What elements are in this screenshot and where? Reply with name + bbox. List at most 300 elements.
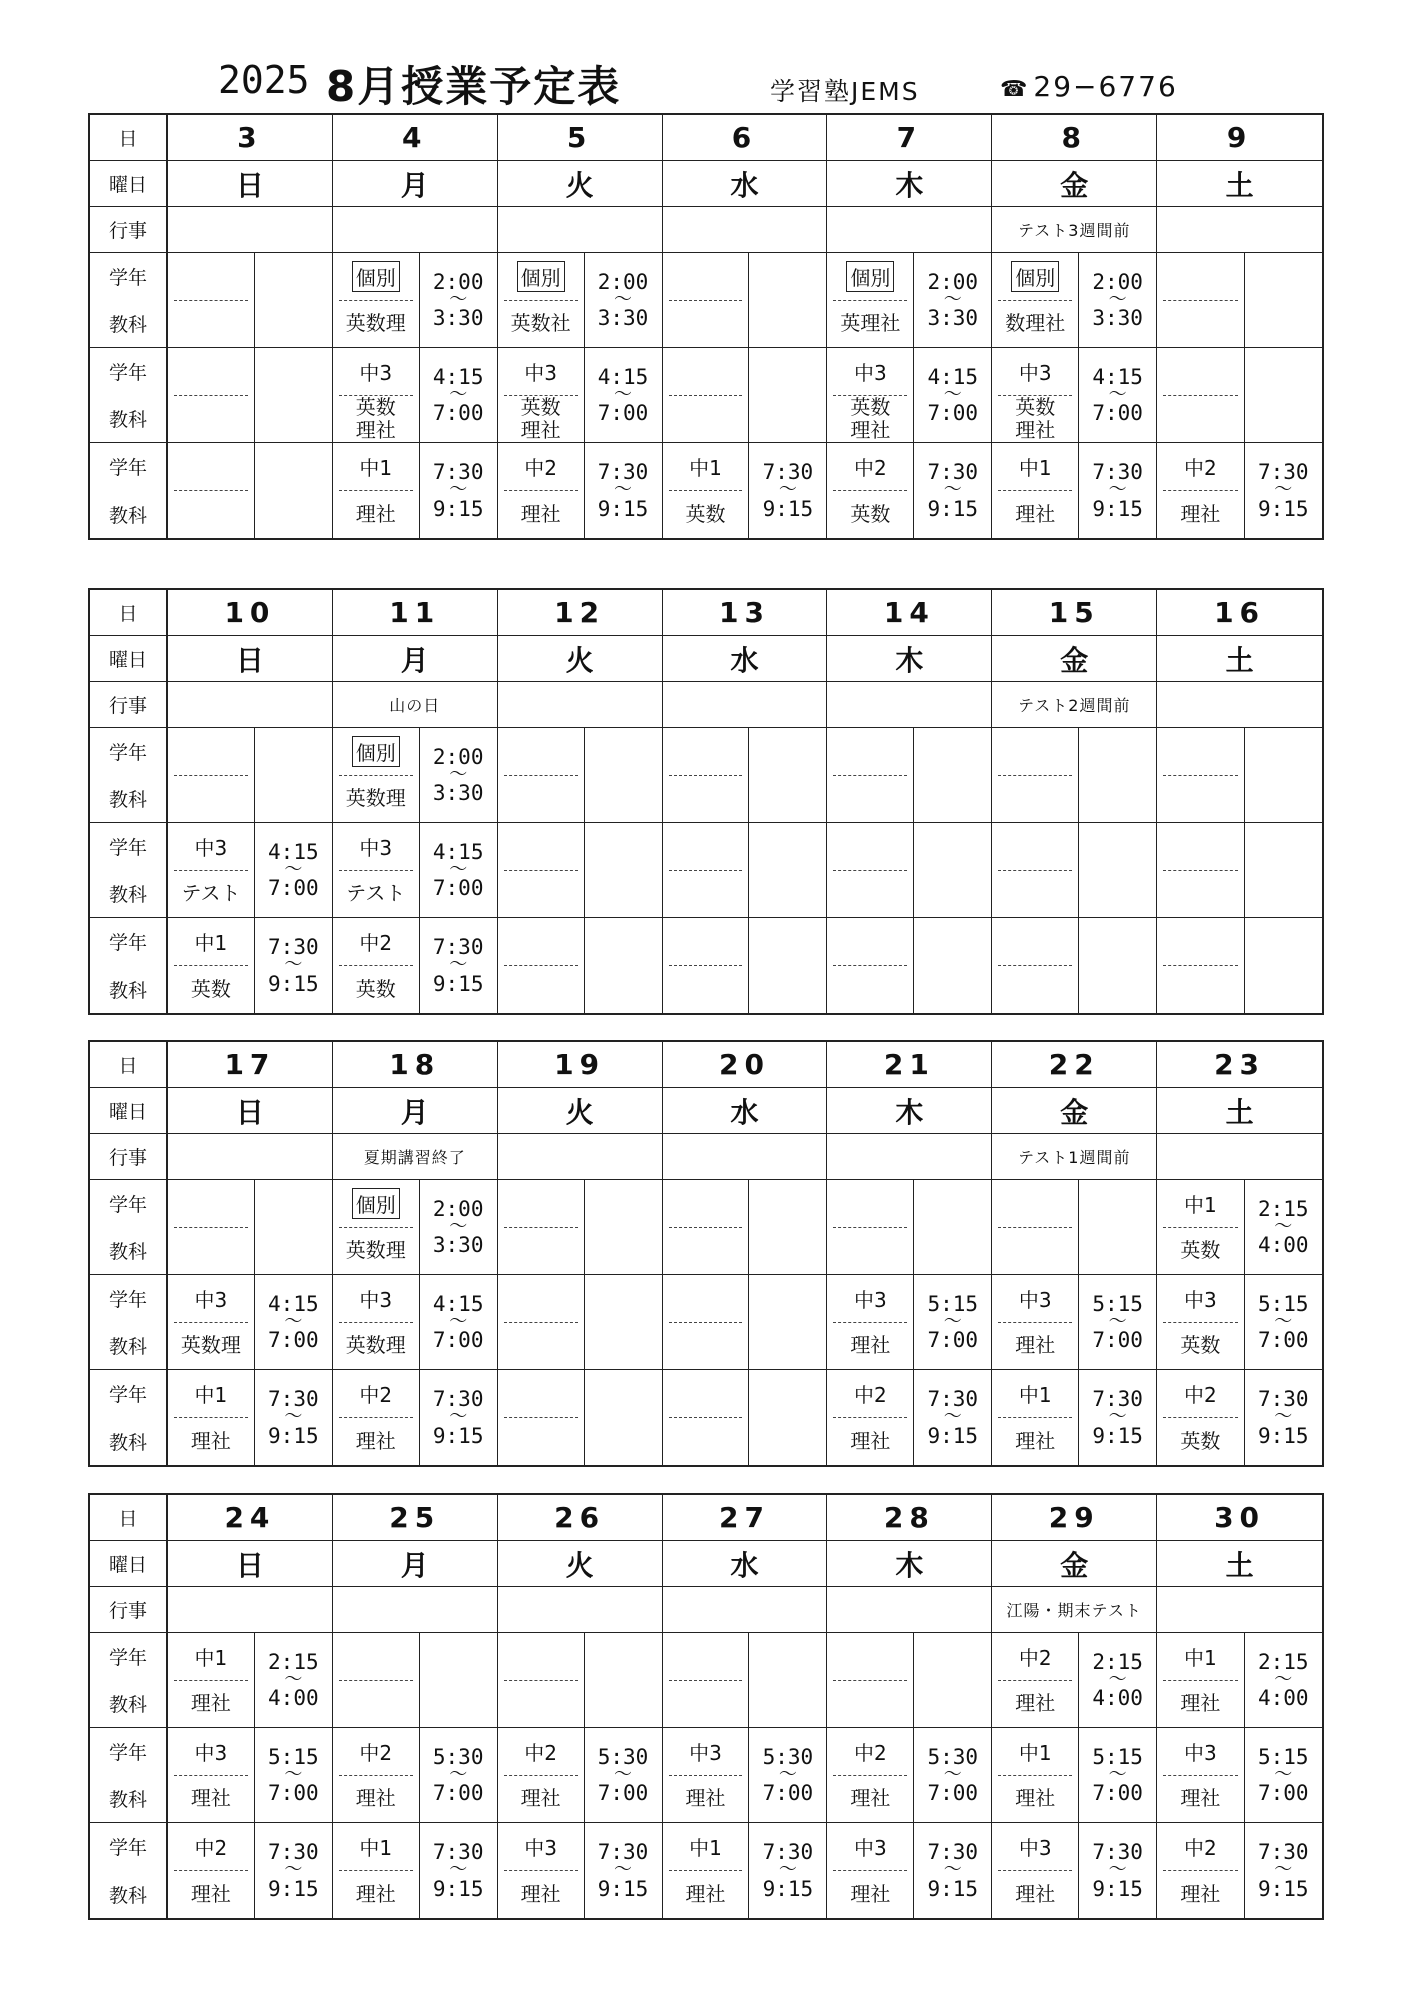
start-time: 7:30 xyxy=(927,1387,979,1412)
slot-subject xyxy=(663,1418,749,1465)
class-slot xyxy=(1157,918,1322,1013)
end-time: 4:00 xyxy=(1257,1686,1309,1711)
slot-subject xyxy=(992,1776,1078,1823)
slot-grade xyxy=(669,1275,743,1323)
day-weekday: 金 xyxy=(992,1088,1157,1134)
slot-grade xyxy=(833,443,907,491)
grade-label: 学年 xyxy=(108,1194,147,1216)
time-range-tilde: 〜 xyxy=(449,383,468,405)
start-time: 7:30 xyxy=(762,1840,814,1865)
grade-subject-label xyxy=(90,1275,168,1370)
slot-grade xyxy=(339,1633,413,1681)
slot-time xyxy=(749,348,826,442)
slot-time xyxy=(914,1823,991,1918)
start-time: 7:30 xyxy=(1257,460,1309,485)
class-slot xyxy=(827,1370,992,1465)
time-range-tilde: 〜 xyxy=(1108,383,1127,405)
end-time: 7:00 xyxy=(268,1328,319,1353)
slot-left xyxy=(992,253,1079,347)
slot-time xyxy=(255,253,332,347)
subject-text: テスト xyxy=(181,881,241,906)
class-slot xyxy=(498,253,663,348)
day-date: 13 xyxy=(663,590,828,636)
class-slot xyxy=(992,823,1157,918)
grade-text: 中1 xyxy=(359,456,393,480)
day-date: 8 xyxy=(992,115,1157,161)
grade-text: 中2 xyxy=(194,1836,228,1860)
slot-grade xyxy=(669,1180,743,1228)
class-slot xyxy=(168,253,333,348)
time-range-tilde: 〜 xyxy=(1108,288,1127,310)
start-time: 4:15 xyxy=(268,839,319,864)
slot-left xyxy=(168,253,255,347)
grade-text: 中3 xyxy=(1183,1287,1217,1312)
event-label: 行事 xyxy=(90,682,168,728)
grade-text: 中1 xyxy=(1018,1383,1052,1407)
subject-text: 理社 xyxy=(355,1786,396,1811)
slot-time xyxy=(1079,823,1156,917)
grade-text: 中3 xyxy=(1018,1836,1052,1860)
start-time: 2:00 xyxy=(432,1196,484,1221)
slot-left xyxy=(498,253,585,347)
class-slot xyxy=(992,1728,1157,1823)
time-range-tilde: 〜 xyxy=(943,1763,962,1785)
slot-subject xyxy=(168,966,254,1013)
slot-subject xyxy=(498,301,584,348)
slot-subject xyxy=(827,1323,913,1370)
slot-time xyxy=(1245,1728,1322,1822)
slot-time xyxy=(1079,348,1156,442)
start-time: 7:30 xyxy=(1092,460,1143,485)
grade-subject-label xyxy=(90,1823,168,1918)
slot-grade xyxy=(998,1823,1072,1871)
week-table xyxy=(88,113,1324,540)
slot-grade xyxy=(339,1728,413,1776)
time-range-tilde: 〜 xyxy=(943,479,962,501)
class-slot xyxy=(168,728,333,823)
class-slot xyxy=(333,918,498,1013)
slot-subject xyxy=(1157,491,1243,538)
slot-left xyxy=(1157,1180,1244,1274)
day-weekday: 日 xyxy=(168,161,333,207)
end-time: 9:15 xyxy=(268,1423,319,1448)
weekday-label: 曜日 xyxy=(90,161,168,207)
slot-time xyxy=(420,253,497,347)
slot-subject xyxy=(1157,871,1243,918)
start-time: 4:15 xyxy=(597,364,649,389)
subject-text: 理社 xyxy=(190,1429,231,1453)
slot-time xyxy=(420,918,497,1013)
end-time: 9:15 xyxy=(1257,496,1309,521)
slot-time xyxy=(585,1823,662,1918)
end-time: 9:15 xyxy=(597,496,649,521)
slot-subject xyxy=(168,396,254,443)
day-event: テスト3週間前 xyxy=(992,207,1157,253)
slot-grade xyxy=(174,728,248,776)
end-time: 9:15 xyxy=(268,1876,319,1901)
day-event xyxy=(498,682,663,728)
grade-text: 中2 xyxy=(853,1740,887,1765)
subject-text: 理社 xyxy=(355,1429,396,1453)
subject-label: 教科 xyxy=(108,1789,147,1811)
slot-grade xyxy=(1163,728,1237,776)
slot-left xyxy=(992,1275,1079,1369)
end-time: 4:00 xyxy=(1257,1233,1309,1258)
slot-left xyxy=(992,1823,1079,1918)
slot-left xyxy=(333,1823,420,1918)
class-slot xyxy=(992,253,1157,348)
grade-subject-label xyxy=(90,1728,168,1823)
start-time: 5:30 xyxy=(927,1744,979,1769)
day-date: 19 xyxy=(498,1042,663,1088)
grade-text: 中2 xyxy=(1183,1383,1217,1407)
slot-time xyxy=(749,1180,826,1274)
time-range-tilde: 〜 xyxy=(284,1763,303,1785)
end-time: 9:15 xyxy=(432,496,484,521)
end-time: 7:00 xyxy=(432,876,484,901)
time-range-tilde: 〜 xyxy=(1108,1406,1127,1428)
event-label: 行事 xyxy=(90,1587,168,1633)
class-slot xyxy=(992,918,1157,1013)
event-label: 行事 xyxy=(90,1134,168,1180)
grade-subject-label xyxy=(90,443,168,538)
slot-subject xyxy=(333,1776,419,1823)
slot-time xyxy=(914,443,991,538)
slot-grade xyxy=(174,1180,248,1228)
day-event: テスト1週間前 xyxy=(992,1134,1157,1180)
day-event xyxy=(663,1587,828,1633)
grade-text: 個別 xyxy=(352,1188,400,1219)
slot-left xyxy=(827,443,914,538)
phone-number xyxy=(1000,70,1178,103)
class-slot xyxy=(1157,348,1322,443)
slot-time xyxy=(585,1728,662,1822)
grade-text: 中1 xyxy=(194,1383,228,1407)
day-date: 23 xyxy=(1157,1042,1322,1088)
slot-subject xyxy=(827,776,913,823)
slot-time xyxy=(255,1370,332,1465)
slot-time xyxy=(420,728,497,822)
end-time: 7:00 xyxy=(927,1781,979,1806)
slot-left xyxy=(333,1633,420,1727)
end-time: 9:15 xyxy=(1257,1876,1309,1901)
class-slot xyxy=(1157,823,1322,918)
slot-subject xyxy=(333,1228,419,1275)
slot-time xyxy=(420,1275,497,1369)
time-range-tilde: 〜 xyxy=(943,288,962,310)
week-table xyxy=(88,588,1324,1015)
subject-label: 教科 xyxy=(108,1241,147,1263)
time-range-tilde: 〜 xyxy=(449,1215,468,1237)
slot-subject xyxy=(1157,1776,1243,1823)
class-slot xyxy=(168,918,333,1013)
slot-grade xyxy=(504,728,578,776)
class-slot xyxy=(498,1633,663,1728)
subject-text: 理社 xyxy=(1015,1882,1056,1906)
slot-left xyxy=(827,1633,914,1727)
slot-left xyxy=(827,1180,914,1274)
slot-subject xyxy=(827,966,913,1013)
class-slot xyxy=(827,1633,992,1728)
slot-grade xyxy=(1163,1370,1237,1418)
time-range-tilde: 〜 xyxy=(614,479,633,501)
slot-time xyxy=(255,348,332,442)
start-time: 5:15 xyxy=(268,1744,319,1769)
slot-subject xyxy=(498,1681,584,1728)
start-time: 4:15 xyxy=(1092,364,1143,389)
slot-time xyxy=(585,348,662,442)
slot-left xyxy=(333,1180,420,1274)
slot-subject xyxy=(333,396,419,443)
slot-time xyxy=(914,253,991,347)
slot-subject xyxy=(992,1323,1078,1370)
slot-grade xyxy=(174,1823,248,1871)
slot-left xyxy=(333,348,420,442)
start-time: 2:00 xyxy=(597,269,649,294)
slot-time xyxy=(1079,1728,1156,1822)
day-weekday: 水 xyxy=(663,161,828,207)
day-weekday: 土 xyxy=(1157,636,1322,682)
slot-left xyxy=(663,823,750,917)
slot-grade xyxy=(504,1633,578,1681)
slot-subject xyxy=(992,871,1078,918)
day-weekday: 木 xyxy=(827,1088,992,1134)
time-range-tilde: 〜 xyxy=(614,1763,633,1785)
end-time: 7:00 xyxy=(432,1328,484,1353)
slot-left xyxy=(168,1728,255,1822)
slot-subject xyxy=(1157,1418,1243,1465)
end-time: 7:00 xyxy=(432,401,484,426)
end-time: 3:30 xyxy=(597,306,649,331)
day-weekday: 土 xyxy=(1157,161,1322,207)
subject-label: 教科 xyxy=(108,409,147,431)
time-range-tilde: 〜 xyxy=(1274,1406,1293,1428)
grade-text: 中2 xyxy=(853,1383,887,1407)
class-slot xyxy=(827,253,992,348)
slot-subject xyxy=(827,1681,913,1728)
day-event: 山の日 xyxy=(333,682,498,728)
class-slot xyxy=(168,443,333,538)
slot-subject xyxy=(168,301,254,348)
slot-left xyxy=(498,918,585,1013)
slot-time xyxy=(1245,1180,1322,1274)
slot-left xyxy=(992,728,1079,822)
class-slot xyxy=(992,728,1157,823)
subject-text: 理社 xyxy=(190,1786,231,1811)
subject-text: 理社 xyxy=(520,1882,561,1906)
subject-text: 理社 xyxy=(1180,1691,1221,1716)
end-time: 9:15 xyxy=(927,1876,979,1901)
grade-text: 個別 xyxy=(517,261,565,292)
subject-text: 理社 xyxy=(850,1333,891,1358)
slot-left xyxy=(663,348,750,442)
grade-text: 中1 xyxy=(359,1836,393,1860)
end-time: 9:15 xyxy=(1092,1423,1143,1448)
slot-left xyxy=(333,728,420,822)
day-weekday: 火 xyxy=(498,1541,663,1587)
grade-label: 学年 xyxy=(108,1384,147,1407)
slot-time xyxy=(1245,443,1322,538)
week-table xyxy=(88,1493,1324,1920)
slot-grade xyxy=(669,1823,743,1871)
start-time: 7:30 xyxy=(762,460,814,485)
slot-grade xyxy=(174,443,248,491)
day-event: 夏期講習終了 xyxy=(333,1134,498,1180)
grade-subject-label xyxy=(90,1633,168,1728)
time-range-tilde: 〜 xyxy=(284,858,303,880)
subject-text: 英数 xyxy=(1180,1429,1221,1453)
class-slot xyxy=(827,1823,992,1918)
slot-time xyxy=(255,443,332,538)
class-slot xyxy=(168,1823,333,1918)
start-time: 5:15 xyxy=(1092,1744,1143,1769)
grade-text: 中2 xyxy=(853,456,887,480)
start-time: 5:15 xyxy=(1092,1291,1143,1316)
end-time: 9:15 xyxy=(597,1876,649,1901)
slot-subject xyxy=(663,966,749,1013)
start-time: 2:00 xyxy=(432,744,484,769)
slot-left xyxy=(168,1370,255,1465)
time-range-tilde: 〜 xyxy=(1274,1668,1293,1690)
start-time: 5:15 xyxy=(927,1291,979,1316)
end-time: 7:00 xyxy=(1092,1781,1143,1806)
grade-text: 中2 xyxy=(1018,1645,1052,1670)
subject-text: 理社 xyxy=(1015,1691,1056,1716)
day-event xyxy=(663,207,828,253)
slot-left xyxy=(168,443,255,538)
slot-left xyxy=(992,1180,1079,1274)
day-date: 10 xyxy=(168,590,333,636)
slot-subject xyxy=(992,1418,1078,1465)
slot-time xyxy=(255,1180,332,1274)
slot-time xyxy=(1079,1633,1156,1727)
slot-time xyxy=(420,1370,497,1465)
start-time: 2:00 xyxy=(927,269,979,294)
slot-left xyxy=(1157,1728,1244,1822)
weekday-label: 曜日 xyxy=(90,1541,168,1587)
slot-left xyxy=(827,1823,914,1918)
slot-time xyxy=(1079,1370,1156,1465)
end-time: 9:15 xyxy=(1092,1876,1143,1901)
slot-grade xyxy=(504,1180,578,1228)
class-slot xyxy=(827,728,992,823)
subject-text: 英数理 xyxy=(345,1333,406,1358)
slot-left xyxy=(168,1180,255,1274)
day-date: 26 xyxy=(498,1495,663,1541)
end-time: 9:15 xyxy=(432,971,484,996)
day-weekday: 火 xyxy=(498,1088,663,1134)
slot-time xyxy=(585,823,662,917)
day-event: 江陽・期末テスト xyxy=(992,1587,1157,1633)
slot-subject xyxy=(663,1228,749,1275)
grade-text: 中1 xyxy=(1018,456,1052,480)
grade-label: 学年 xyxy=(108,457,147,480)
slot-time xyxy=(585,1370,662,1465)
slot-left xyxy=(498,1633,585,1727)
slot-subject xyxy=(498,1418,584,1465)
class-slot xyxy=(168,348,333,443)
slot-grade xyxy=(339,348,413,396)
slot-subject xyxy=(827,1776,913,1823)
day-event xyxy=(498,1134,663,1180)
date-label: 日 xyxy=(90,1495,168,1541)
slot-left xyxy=(333,1275,420,1369)
slot-grade xyxy=(339,253,413,301)
day-weekday: 月 xyxy=(333,636,498,682)
end-time: 3:30 xyxy=(1092,306,1143,331)
slot-subject xyxy=(827,1871,913,1918)
slot-left xyxy=(498,443,585,538)
slot-left xyxy=(1157,253,1244,347)
time-range-tilde: 〜 xyxy=(1274,479,1293,501)
class-slot xyxy=(827,1728,992,1823)
subject-text: 理社 xyxy=(190,1691,231,1716)
slot-left xyxy=(333,443,420,538)
time-range-tilde: 〜 xyxy=(449,288,468,310)
grade-text: 中1 xyxy=(689,1836,722,1860)
slot-subject xyxy=(992,301,1078,348)
slot-left xyxy=(827,1275,914,1369)
subject-text: 理社 xyxy=(850,1786,891,1811)
slot-subject xyxy=(333,491,419,538)
subject-text: 英数 xyxy=(190,977,231,1001)
slot-time xyxy=(585,728,662,822)
class-slot xyxy=(333,823,498,918)
slot-left xyxy=(992,348,1079,442)
slot-left xyxy=(168,728,255,822)
slot-time xyxy=(255,1823,332,1918)
subject-text: 理社 xyxy=(850,1882,891,1906)
slot-left xyxy=(1157,1633,1244,1727)
class-slot xyxy=(827,443,992,538)
slot-time xyxy=(1245,823,1322,917)
class-slot xyxy=(663,443,828,538)
slot-grade xyxy=(998,1180,1072,1228)
day-date: 5 xyxy=(498,115,663,161)
slot-grade xyxy=(339,1370,413,1418)
slot-grade xyxy=(174,823,248,871)
day-date: 27 xyxy=(663,1495,828,1541)
day-date: 9 xyxy=(1157,115,1322,161)
start-time: 7:30 xyxy=(432,460,484,485)
start-time: 5:15 xyxy=(1257,1744,1309,1769)
grade-text: 中2 xyxy=(1183,456,1217,480)
slot-subject xyxy=(992,1228,1078,1275)
slot-grade xyxy=(998,1633,1072,1681)
week-table xyxy=(88,1040,1324,1467)
subject-text: 理社 xyxy=(1180,1786,1221,1811)
slot-time xyxy=(1079,1180,1156,1274)
class-slot xyxy=(992,443,1157,538)
date-label: 日 xyxy=(90,590,168,636)
class-slot xyxy=(333,1180,498,1275)
time-range-tilde: 〜 xyxy=(943,1859,962,1881)
grade-label: 学年 xyxy=(108,742,147,764)
grade-text: 中1 xyxy=(1183,1192,1217,1217)
day-weekday: 火 xyxy=(498,161,663,207)
slot-subject xyxy=(168,871,254,918)
slot-time xyxy=(420,348,497,442)
slot-grade xyxy=(339,918,413,966)
end-time: 3:30 xyxy=(432,306,484,331)
day-event xyxy=(1157,207,1322,253)
slot-left xyxy=(1157,728,1244,822)
subject-text: 理社 xyxy=(1180,1882,1221,1906)
grade-label: 学年 xyxy=(108,1837,147,1860)
slot-grade xyxy=(1163,1728,1237,1776)
day-event xyxy=(827,1587,992,1633)
time-range-tilde: 〜 xyxy=(1274,1859,1293,1881)
